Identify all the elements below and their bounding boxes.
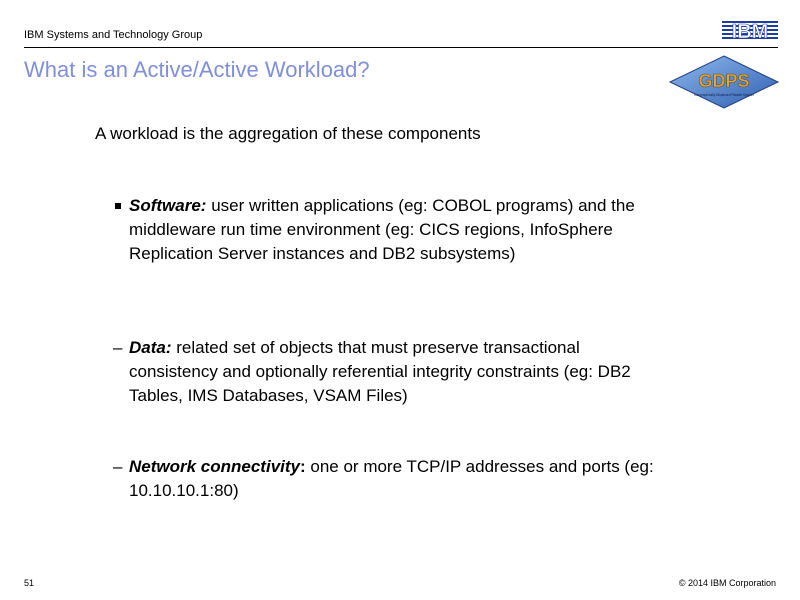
dash-bullet-icon: – — [113, 457, 123, 476]
header-group-label: IBM Systems and Technology Group — [24, 29, 203, 41]
ibm-logo — [722, 21, 778, 41]
header-divider — [24, 47, 778, 48]
bullet-text — [129, 336, 673, 408]
bullet-term: Software: — [129, 196, 207, 215]
bullet-term-suffix: : — [300, 457, 306, 476]
slide-title: What is an Active/Active Workload? — [24, 57, 370, 82]
bullet-description: one or more TCP/IP addresses and ports (eg: 10.10.10.1:80) — [129, 457, 654, 500]
bullet-term: Network connectivity — [129, 457, 300, 476]
page-number: 51 — [24, 578, 35, 588]
copyright-notice: © 2014 IBM Corporation — [678, 578, 776, 588]
gdps-logo-text: GDPS — [698, 71, 750, 91]
square-bullet-icon — [115, 203, 121, 209]
bullet-data — [113, 336, 673, 408]
dash-bullet-icon: – — [113, 338, 123, 357]
bullet-software — [113, 194, 673, 266]
gdps-logo — [668, 54, 780, 110]
bullet-text — [129, 194, 673, 266]
intro-text: A workload is the aggregation of these components — [95, 124, 481, 143]
bullet-term: Data: — [129, 338, 172, 357]
ibm-logo-text: IBM — [731, 21, 769, 41]
bullet-description: related set of objects that must preserve transactional consistency and optionally referential integrity constraints (eg: DB2 Tables, IMS Databases, VSAM Files) — [129, 338, 631, 405]
gdps-tagline: Geographically Dispersed Parallel Sysplex — [693, 93, 755, 97]
bullet-description: user written applications (eg: COBOL programs) and the middleware run time environment (eg: CICS regions, InfoSphere Replication Server instances and DB2 subsystems) — [129, 196, 635, 263]
bullet-network — [113, 455, 673, 503]
bullet-text — [129, 455, 673, 503]
